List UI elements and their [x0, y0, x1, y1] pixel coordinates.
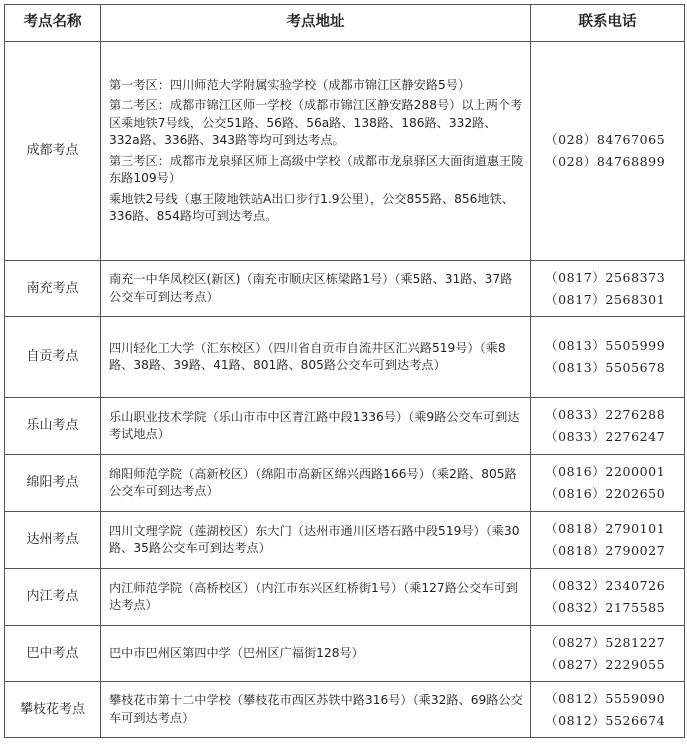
phone-number: （0816）2202650 — [545, 486, 666, 501]
site-address — [101, 42, 531, 261]
address-line: 南充一中华凤校区(新区)（南充市顺庆区栋梁路1号）（乘5路、31路、37路公交车可到达考点） — [109, 272, 513, 304]
site-name: 乐山考点 — [5, 398, 101, 455]
address-line: 第一考区：四川师范大学附属实验学校（成都市锦江区静安路5号） — [109, 77, 471, 92]
phone-number: （0833）2276288 — [545, 407, 666, 422]
site-address — [101, 682, 531, 738]
site-name: 自贡考点 — [5, 317, 101, 398]
exam-site-table — [4, 4, 685, 738]
table-row — [5, 42, 685, 261]
address-line: 乐山职业技术学院（乐山市市中区青江路中段1336号）（乘9路公交车可到达考试地点） — [109, 409, 520, 441]
header-site-address: 考点地址 — [101, 5, 531, 42]
phone-number: （0827）5281227 — [545, 634, 666, 650]
contact-phone — [531, 42, 685, 261]
site-name: 巴中考点 — [5, 626, 101, 682]
phone-number: （0818）2790101 — [545, 521, 666, 536]
contact-phone — [531, 512, 685, 569]
contact-phone — [531, 682, 685, 738]
phone-number: （0813）5505999 — [545, 338, 666, 353]
site-address — [101, 455, 531, 512]
phone-number: （0816）2200001 — [545, 464, 666, 479]
contact-phone — [531, 455, 685, 512]
phone-number: （0833）2276247 — [545, 429, 666, 444]
contact-phone — [531, 261, 685, 317]
site-name: 南充考点 — [5, 261, 101, 317]
phone-number: （0827）2229055 — [545, 656, 666, 672]
address-line: 内江师范学院（高桥校区）（内江市东兴区红桥街1号）（乘127路公交车可到达考点） — [109, 580, 518, 612]
address-line: 第三考区：成都市龙泉驿区师上高级中学校（成都市龙泉驿区大面街道惠王陵东路109号） — [109, 153, 524, 185]
table-row — [5, 569, 685, 626]
address-line: 乘地铁2号线（惠王陵地铁站A出口步行1.9公里），公交855路、856地铁、336路、854路均可到达考点。 — [109, 191, 514, 223]
phone-number: （0812）5526674 — [545, 712, 666, 728]
table-row — [5, 455, 685, 512]
address-line: 巴中市巴州区第四中学（巴州区广福街128号） — [109, 645, 364, 660]
table-row — [5, 512, 685, 569]
address-line: 绵阳师范学院（高新校区）（绵阳市高新区绵兴西路166号）（乘2路、805路公交车可到达考点） — [109, 466, 517, 498]
table-row — [5, 626, 685, 682]
phone-number: （0813）5505678 — [545, 360, 666, 375]
header-contact-phone: 联系电话 — [531, 5, 685, 42]
site-address — [101, 261, 531, 317]
table-row — [5, 682, 685, 738]
contact-phone — [531, 398, 685, 455]
phone-number: （028）84767065 — [545, 132, 666, 147]
table-row — [5, 317, 685, 398]
phone-number: （0812）5559090 — [545, 690, 666, 706]
site-name: 内江考点 — [5, 569, 101, 626]
contact-phone — [531, 317, 685, 398]
phone-number: （028）84768899 — [545, 154, 666, 169]
phone-number: （0832）2340726 — [545, 578, 666, 593]
site-address — [101, 569, 531, 626]
site-address — [101, 512, 531, 569]
address-line: 四川文理学院（莲湖校区）东大门（达州市通川区塔石路中段519号）（乘30路、35路公交车可到达考点） — [109, 523, 520, 555]
address-line: 攀枝花市第十二中学校（攀枝花市西区苏铁中路316号）（乘32路、69路公交车可到达考点） — [109, 693, 523, 725]
phone-number: （0817）2568373 — [545, 269, 666, 285]
table-row — [5, 261, 685, 317]
phone-number: （0832）2175585 — [545, 600, 666, 615]
phone-number: （0817）2568301 — [545, 291, 666, 307]
address-line: 四川轻化工大学（汇东校区）（四川省自贡市自流井区汇兴路519号）（乘8路、38路、39路、41路、801路、805路公交车可到达考点） — [109, 340, 506, 372]
site-name: 达州考点 — [5, 512, 101, 569]
header-site-name: 考点名称 — [5, 5, 101, 42]
address-line: 第二考区：成都市锦江区师一学校（成都市锦江区静安路288号）以上两个考区乘地铁7号线，公交51路、56路、56a路、138路、186路、332路、332a路、336路、343路等均可到达考点。 — [109, 98, 523, 147]
contact-phone — [531, 569, 685, 626]
site-name: 绵阳考点 — [5, 455, 101, 512]
site-address — [101, 317, 531, 398]
phone-number: （0818）2790027 — [545, 543, 666, 558]
site-name: 成都考点 — [5, 42, 101, 261]
table-row — [5, 398, 685, 455]
site-address — [101, 398, 531, 455]
site-name: 攀枝花考点 — [5, 682, 101, 738]
site-address — [101, 626, 531, 682]
table-header-row — [5, 5, 685, 42]
contact-phone — [531, 626, 685, 682]
